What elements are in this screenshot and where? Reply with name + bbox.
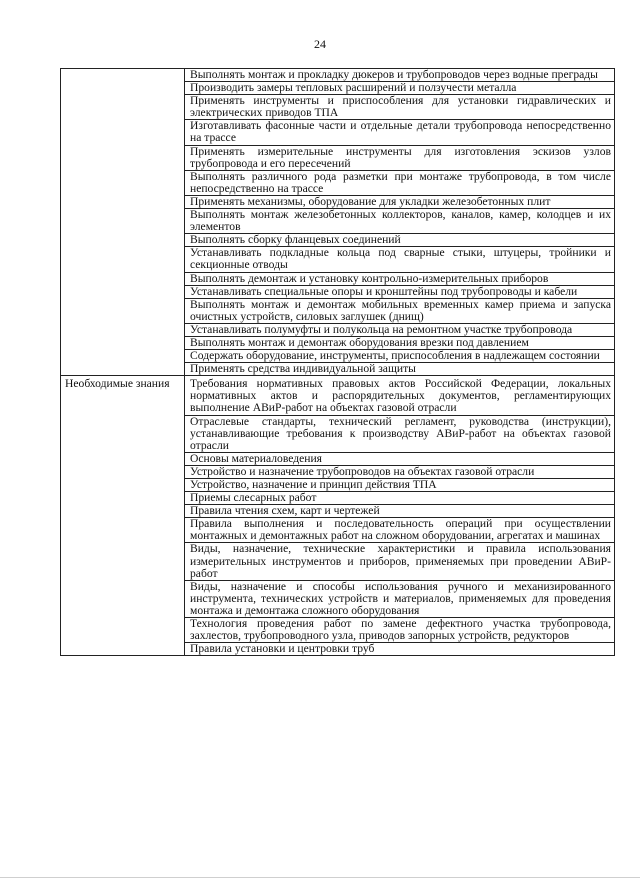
table-row (61, 69, 615, 82)
bottom-divider (0, 877, 640, 878)
row-text-cell: Выполнять демонтаж и установку контрольно-измерительных приборов (185, 272, 615, 285)
row-text-cell: Выполнять различного рода разметки при монтаже трубопровода, в том числе непосредственно на трассе (185, 170, 615, 195)
row-text-cell: Устанавливать специальные опоры и кронштейны под трубопроводы и кабели (185, 285, 615, 298)
row-text-cell: Основы материаловедения (185, 452, 615, 465)
row-group-label: Необходимые знания (61, 376, 185, 656)
row-text-cell: Устанавливать подкладные кольца под сварные стыки, штуцеры, тройники и секционные отводы (185, 247, 615, 272)
row-text-cell: Устройство и назначение трубопроводов на объектах газовой отрасли (185, 465, 615, 478)
row-text-cell: Изготавливать фасонные части и отдельные детали трубопровода непосредственно на трассе (185, 120, 615, 145)
row-text-cell: Выполнять сборку фланцевых соединений (185, 234, 615, 247)
row-text-cell: Правила установки и центровки труб (185, 643, 615, 656)
skills-knowledge-table (60, 68, 615, 656)
row-text-cell: Выполнять монтаж и демонтаж оборудования врезки под давлением (185, 336, 615, 349)
row-text-cell: Технология проведения работ по замене дефектного участка трубопровода, захлестов, трубопроводного узла, приводов запорных устройств, редукторов (185, 618, 615, 643)
row-text-cell: Виды, назначение, технические характеристики и правила использования измерительных инструментов и приборов, применяемых при проведении АВиР-работ (185, 543, 615, 580)
table-row (61, 376, 615, 415)
row-text-cell: Применять механизмы, оборудование для укладки железобетонных плит (185, 195, 615, 208)
row-text-cell: Устанавливать полумуфты и полукольца на ремонтном участке трубопровода (185, 323, 615, 336)
row-group-label (61, 69, 185, 376)
row-text-cell: Производить замеры тепловых расширений и ползучести металла (185, 82, 615, 95)
page-number: 24 (314, 37, 326, 51)
row-text-cell: Выполнять монтаж железобетонных коллекторов, каналов, камер, колодцев и их элементов (185, 209, 615, 234)
row-text-cell: Виды, назначение и способы использования ручного и механизированного инструмента, технических устройств и материалов, применяемых для проведения монтажа и демонтажа сложного оборудования (185, 580, 615, 617)
row-text-cell: Содержать оборудование, инструменты, приспособления в надлежащем состоянии (185, 350, 615, 363)
row-text-cell: Устройство, назначение и принцип действия ТПА (185, 479, 615, 492)
row-text-cell: Требования нормативных правовых актов Российской Федерации, локальных нормативных актов и распорядительных документов, регламентирующих выполнение АВиР-работ на объектах газовой отрасли (185, 376, 615, 415)
table-body (61, 69, 615, 656)
row-text-cell: Правила чтения схем, карт и чертежей (185, 505, 615, 518)
row-text-cell: Приемы слесарных работ (185, 492, 615, 505)
row-text-cell: Отраслевые стандарты, технический регламент, руководства (инструкции), устанавливающие требования к производству АВиР-работ на объектах газовой отрасли (185, 415, 615, 452)
row-text-cell: Применять измерительные инструменты для изготовления эскизов узлов трубопровода и его пересечений (185, 145, 615, 170)
row-text-cell: Правила выполнения и последовательность операций при осуществлении монтажных и демонтажных работ на сложном оборудовании, агрегатах и машинах (185, 518, 615, 543)
row-text-cell: Применять инструменты и приспособления для установки гидравлических и электрических приводов ТПА (185, 95, 615, 120)
row-text-cell: Выполнять монтаж и прокладку дюкеров и трубопроводов через водные преграды (185, 69, 615, 82)
row-text-cell: Выполнять монтаж и демонтаж мобильных временных камер приема и запуска очистных устройств, силовых заглушек (днищ) (185, 298, 615, 323)
row-text-cell: Применять средства индивидуальной защиты (185, 363, 615, 376)
